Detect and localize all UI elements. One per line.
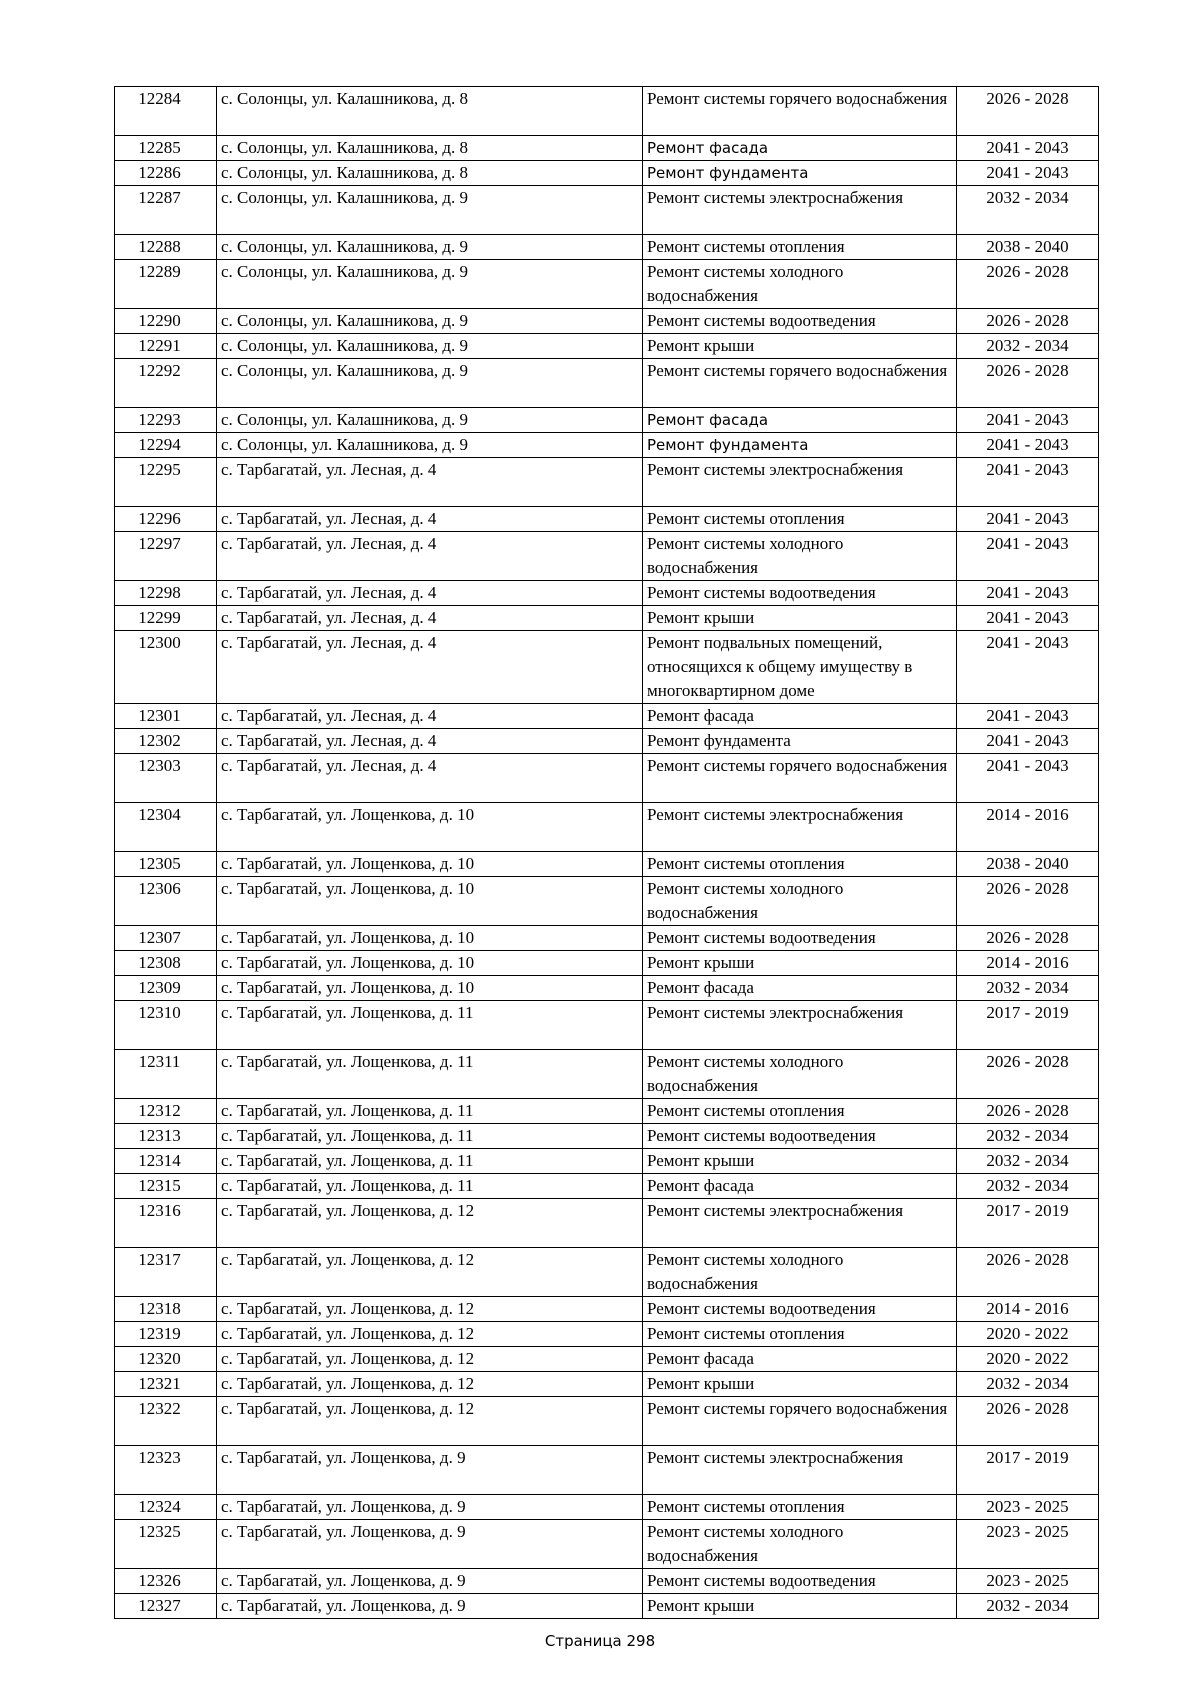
address-cell: с. Тарбагатай, ул. Лощенкова, д. 11 bbox=[217, 1174, 643, 1199]
work-type-cell: Ремонт системы водоотведения bbox=[643, 1124, 957, 1149]
period-cell: 2032 - 2034 bbox=[957, 186, 1099, 235]
row-number-cell: 12327 bbox=[115, 1594, 217, 1619]
table-row bbox=[115, 1297, 1099, 1322]
period-cell: 2014 - 2016 bbox=[957, 951, 1099, 976]
row-number-cell: 12318 bbox=[115, 1297, 217, 1322]
row-number-cell: 12302 bbox=[115, 729, 217, 754]
work-type-cell: Ремонт системы водоотведения bbox=[643, 1569, 957, 1594]
row-number-cell: 12300 bbox=[115, 631, 217, 704]
row-number-cell: 12312 bbox=[115, 1099, 217, 1124]
row-number-cell: 12301 bbox=[115, 704, 217, 729]
period-cell: 2038 - 2040 bbox=[957, 235, 1099, 260]
row-number-cell: 12286 bbox=[115, 161, 217, 186]
address-cell: с. Солонцы, ул. Калашникова, д. 9 bbox=[217, 433, 643, 458]
table-row bbox=[115, 877, 1099, 926]
table-row bbox=[115, 754, 1099, 803]
work-type-cell: Ремонт системы холодного водоснабжения bbox=[643, 532, 957, 581]
work-type-cell: Ремонт системы электроснабжения bbox=[643, 1001, 957, 1050]
period-cell: 2038 - 2040 bbox=[957, 852, 1099, 877]
table-row bbox=[115, 334, 1099, 359]
row-number-cell: 12289 bbox=[115, 260, 217, 309]
address-cell: с. Тарбагатай, ул. Лощенкова, д. 11 bbox=[217, 1124, 643, 1149]
work-type-cell: Ремонт системы электроснабжения bbox=[643, 1199, 957, 1248]
table-row bbox=[115, 852, 1099, 877]
row-number-cell: 12293 bbox=[115, 408, 217, 433]
period-cell: 2041 - 2043 bbox=[957, 581, 1099, 606]
period-cell: 2026 - 2028 bbox=[957, 260, 1099, 309]
table-row bbox=[115, 87, 1099, 136]
period-cell: 2026 - 2028 bbox=[957, 1248, 1099, 1297]
row-number-cell: 12311 bbox=[115, 1050, 217, 1099]
period-cell: 2041 - 2043 bbox=[957, 408, 1099, 433]
table-row bbox=[115, 976, 1099, 1001]
row-number-cell: 12296 bbox=[115, 507, 217, 532]
period-cell: 2032 - 2034 bbox=[957, 1372, 1099, 1397]
table-row bbox=[115, 606, 1099, 631]
table-row bbox=[115, 704, 1099, 729]
work-type-cell: Ремонт фундамента bbox=[643, 161, 957, 186]
table-row bbox=[115, 1397, 1099, 1446]
row-number-cell: 12298 bbox=[115, 581, 217, 606]
period-cell: 2017 - 2019 bbox=[957, 1001, 1099, 1050]
period-cell: 2041 - 2043 bbox=[957, 458, 1099, 507]
address-cell: с. Солонцы, ул. Калашникова, д. 9 bbox=[217, 408, 643, 433]
work-type-cell: Ремонт системы отопления bbox=[643, 1322, 957, 1347]
address-cell: с. Солонцы, ул. Калашникова, д. 9 bbox=[217, 260, 643, 309]
address-cell: с. Солонцы, ул. Калашникова, д. 8 bbox=[217, 161, 643, 186]
row-number-cell: 12315 bbox=[115, 1174, 217, 1199]
work-type-cell: Ремонт системы отопления bbox=[643, 1099, 957, 1124]
work-type-cell: Ремонт системы электроснабжения bbox=[643, 186, 957, 235]
work-type-cell: Ремонт системы электроснабжения bbox=[643, 458, 957, 507]
address-cell: с. Тарбагатай, ул. Лесная, д. 4 bbox=[217, 729, 643, 754]
work-type-cell: Ремонт системы водоотведения bbox=[643, 309, 957, 334]
address-cell: с. Солонцы, ул. Калашникова, д. 9 bbox=[217, 359, 643, 408]
period-cell: 2023 - 2025 bbox=[957, 1569, 1099, 1594]
table-row bbox=[115, 1594, 1099, 1619]
period-cell: 2041 - 2043 bbox=[957, 161, 1099, 186]
address-cell: с. Тарбагатай, ул. Лощенкова, д. 10 bbox=[217, 951, 643, 976]
work-type-cell: Ремонт фундамента bbox=[643, 433, 957, 458]
table-row bbox=[115, 1149, 1099, 1174]
table-row bbox=[115, 309, 1099, 334]
period-cell: 2032 - 2034 bbox=[957, 1594, 1099, 1619]
row-number-cell: 12304 bbox=[115, 803, 217, 852]
period-cell: 2017 - 2019 bbox=[957, 1199, 1099, 1248]
period-cell: 2014 - 2016 bbox=[957, 803, 1099, 852]
table-row bbox=[115, 532, 1099, 581]
row-number-cell: 12317 bbox=[115, 1248, 217, 1297]
row-number-cell: 12297 bbox=[115, 532, 217, 581]
row-number-cell: 12287 bbox=[115, 186, 217, 235]
row-number-cell: 12308 bbox=[115, 951, 217, 976]
row-number-cell: 12291 bbox=[115, 334, 217, 359]
work-type-cell: Ремонт фасада bbox=[643, 1174, 957, 1199]
table-row bbox=[115, 1199, 1099, 1248]
period-cell: 2023 - 2025 bbox=[957, 1520, 1099, 1569]
period-cell: 2032 - 2034 bbox=[957, 1124, 1099, 1149]
work-type-cell: Ремонт фундамента bbox=[643, 729, 957, 754]
period-cell: 2041 - 2043 bbox=[957, 433, 1099, 458]
table-row bbox=[115, 803, 1099, 852]
address-cell: с. Тарбагатай, ул. Лощенкова, д. 11 bbox=[217, 1050, 643, 1099]
work-type-cell: Ремонт системы горячего водоснабжения bbox=[643, 87, 957, 136]
period-cell: 2014 - 2016 bbox=[957, 1297, 1099, 1322]
work-type-cell: Ремонт системы водоотведения bbox=[643, 581, 957, 606]
period-cell: 2041 - 2043 bbox=[957, 729, 1099, 754]
address-cell: с. Тарбагатай, ул. Лощенкова, д. 12 bbox=[217, 1347, 643, 1372]
table-row bbox=[115, 186, 1099, 235]
table-row bbox=[115, 1322, 1099, 1347]
address-cell: с. Солонцы, ул. Калашникова, д. 9 bbox=[217, 186, 643, 235]
address-cell: с. Тарбагатай, ул. Лощенкова, д. 9 bbox=[217, 1520, 643, 1569]
table-row bbox=[115, 926, 1099, 951]
row-number-cell: 12305 bbox=[115, 852, 217, 877]
work-type-cell: Ремонт фасада bbox=[643, 1347, 957, 1372]
address-cell: с. Солонцы, ул. Калашникова, д. 9 bbox=[217, 334, 643, 359]
work-type-cell: Ремонт крыши bbox=[643, 334, 957, 359]
work-type-cell: Ремонт крыши bbox=[643, 1372, 957, 1397]
work-type-cell: Ремонт системы отопления bbox=[643, 852, 957, 877]
work-type-cell: Ремонт системы электроснабжения bbox=[643, 1446, 957, 1495]
table-body bbox=[115, 87, 1099, 1619]
period-cell: 2032 - 2034 bbox=[957, 976, 1099, 1001]
work-type-cell: Ремонт системы электроснабжения bbox=[643, 803, 957, 852]
period-cell: 2020 - 2022 bbox=[957, 1322, 1099, 1347]
address-cell: с. Тарбагатай, ул. Лесная, д. 4 bbox=[217, 458, 643, 507]
address-cell: с. Тарбагатай, ул. Лощенкова, д. 9 bbox=[217, 1569, 643, 1594]
row-number-cell: 12325 bbox=[115, 1520, 217, 1569]
address-cell: с. Тарбагатай, ул. Лесная, д. 4 bbox=[217, 754, 643, 803]
table-row bbox=[115, 136, 1099, 161]
work-type-cell: Ремонт фасада bbox=[643, 704, 957, 729]
period-cell: 2020 - 2022 bbox=[957, 1347, 1099, 1372]
work-type-cell: Ремонт системы горячего водоснабжения bbox=[643, 1397, 957, 1446]
table-row bbox=[115, 1446, 1099, 1495]
row-number-cell: 12319 bbox=[115, 1322, 217, 1347]
address-cell: с. Тарбагатай, ул. Лощенкова, д. 12 bbox=[217, 1322, 643, 1347]
period-cell: 2032 - 2034 bbox=[957, 334, 1099, 359]
address-cell: с. Тарбагатай, ул. Лощенкова, д. 10 bbox=[217, 877, 643, 926]
table-row bbox=[115, 235, 1099, 260]
table-row bbox=[115, 408, 1099, 433]
table-row bbox=[115, 1495, 1099, 1520]
period-cell: 2026 - 2028 bbox=[957, 1397, 1099, 1446]
address-cell: с. Тарбагатай, ул. Лесная, д. 4 bbox=[217, 581, 643, 606]
row-number-cell: 12307 bbox=[115, 926, 217, 951]
address-cell: с. Тарбагатай, ул. Лощенкова, д. 12 bbox=[217, 1397, 643, 1446]
row-number-cell: 12324 bbox=[115, 1495, 217, 1520]
work-type-cell: Ремонт системы отопления bbox=[643, 1495, 957, 1520]
table-row bbox=[115, 1124, 1099, 1149]
address-cell: с. Тарбагатай, ул. Лощенкова, д. 10 bbox=[217, 926, 643, 951]
table-row bbox=[115, 1050, 1099, 1099]
repair-schedule-table bbox=[114, 86, 1099, 1619]
table-row bbox=[115, 1569, 1099, 1594]
address-cell: с. Тарбагатай, ул. Лощенкова, д. 9 bbox=[217, 1495, 643, 1520]
row-number-cell: 12294 bbox=[115, 433, 217, 458]
address-cell: с. Тарбагатай, ул. Лощенкова, д. 11 bbox=[217, 1001, 643, 1050]
row-number-cell: 12321 bbox=[115, 1372, 217, 1397]
period-cell: 2032 - 2034 bbox=[957, 1149, 1099, 1174]
work-type-cell: Ремонт фасада bbox=[643, 408, 957, 433]
page-number: Страница 298 bbox=[544, 1632, 656, 1650]
table-row bbox=[115, 433, 1099, 458]
address-cell: с. Тарбагатай, ул. Лощенкова, д. 12 bbox=[217, 1199, 643, 1248]
period-cell: 2041 - 2043 bbox=[957, 754, 1099, 803]
row-number-cell: 12316 bbox=[115, 1199, 217, 1248]
address-cell: с. Тарбагатай, ул. Лощенкова, д. 10 bbox=[217, 803, 643, 852]
period-cell: 2026 - 2028 bbox=[957, 87, 1099, 136]
address-cell: с. Солонцы, ул. Калашникова, д. 8 bbox=[217, 136, 643, 161]
table-row bbox=[115, 951, 1099, 976]
address-cell: с. Тарбагатай, ул. Лощенкова, д. 12 bbox=[217, 1372, 643, 1397]
address-cell: с. Солонцы, ул. Калашникова, д. 8 bbox=[217, 87, 643, 136]
work-type-cell: Ремонт системы холодного водоснабжения bbox=[643, 260, 957, 309]
work-type-cell: Ремонт системы холодного водоснабжения bbox=[643, 1520, 957, 1569]
table-row bbox=[115, 458, 1099, 507]
work-type-cell: Ремонт системы холодного водоснабжения bbox=[643, 877, 957, 926]
address-cell: с. Тарбагатай, ул. Лощенкова, д. 12 bbox=[217, 1248, 643, 1297]
row-number-cell: 12314 bbox=[115, 1149, 217, 1174]
period-cell: 2032 - 2034 bbox=[957, 1174, 1099, 1199]
work-type-cell: Ремонт системы отопления bbox=[643, 235, 957, 260]
row-number-cell: 12326 bbox=[115, 1569, 217, 1594]
period-cell: 2026 - 2028 bbox=[957, 877, 1099, 926]
address-cell: с. Тарбагатай, ул. Лощенкова, д. 9 bbox=[217, 1446, 643, 1495]
work-type-cell: Ремонт системы горячего водоснабжения bbox=[643, 754, 957, 803]
period-cell: 2041 - 2043 bbox=[957, 507, 1099, 532]
work-type-cell: Ремонт системы горячего водоснабжения bbox=[643, 359, 957, 408]
address-cell: с. Тарбагатай, ул. Лощенкова, д. 11 bbox=[217, 1149, 643, 1174]
table-row bbox=[115, 1248, 1099, 1297]
address-cell: с. Тарбагатай, ул. Лощенкова, д. 9 bbox=[217, 1594, 643, 1619]
work-type-cell: Ремонт системы холодного водоснабжения bbox=[643, 1248, 957, 1297]
row-number-cell: 12303 bbox=[115, 754, 217, 803]
row-number-cell: 12284 bbox=[115, 87, 217, 136]
address-cell: с. Солонцы, ул. Калашникова, д. 9 bbox=[217, 309, 643, 334]
table-row bbox=[115, 729, 1099, 754]
table-row bbox=[115, 507, 1099, 532]
row-number-cell: 12313 bbox=[115, 1124, 217, 1149]
address-cell: с. Тарбагатай, ул. Лощенкова, д. 12 bbox=[217, 1297, 643, 1322]
table-row bbox=[115, 1520, 1099, 1569]
period-cell: 2041 - 2043 bbox=[957, 136, 1099, 161]
work-type-cell: Ремонт подвальных помещений, относящихся к общему имуществу в многоквартирном доме bbox=[643, 631, 957, 704]
address-cell: с. Тарбагатай, ул. Лощенкова, д. 10 bbox=[217, 852, 643, 877]
period-cell: 2026 - 2028 bbox=[957, 1050, 1099, 1099]
address-cell: с. Тарбагатай, ул. Лесная, д. 4 bbox=[217, 606, 643, 631]
period-cell: 2026 - 2028 bbox=[957, 926, 1099, 951]
row-number-cell: 12290 bbox=[115, 309, 217, 334]
period-cell: 2041 - 2043 bbox=[957, 631, 1099, 704]
row-number-cell: 12310 bbox=[115, 1001, 217, 1050]
row-number-cell: 12309 bbox=[115, 976, 217, 1001]
table-row bbox=[115, 1001, 1099, 1050]
period-cell: 2041 - 2043 bbox=[957, 704, 1099, 729]
work-type-cell: Ремонт системы отопления bbox=[643, 507, 957, 532]
table-row bbox=[115, 359, 1099, 408]
address-cell: с. Тарбагатай, ул. Лесная, д. 4 bbox=[217, 507, 643, 532]
work-type-cell: Ремонт крыши bbox=[643, 951, 957, 976]
address-cell: с. Тарбагатай, ул. Лесная, д. 4 bbox=[217, 704, 643, 729]
table-row bbox=[115, 1174, 1099, 1199]
row-number-cell: 12299 bbox=[115, 606, 217, 631]
row-number-cell: 12320 bbox=[115, 1347, 217, 1372]
table-row bbox=[115, 1372, 1099, 1397]
row-number-cell: 12322 bbox=[115, 1397, 217, 1446]
address-cell: с. Тарбагатай, ул. Лесная, д. 4 bbox=[217, 532, 643, 581]
work-type-cell: Ремонт системы холодного водоснабжения bbox=[643, 1050, 957, 1099]
period-cell: 2026 - 2028 bbox=[957, 309, 1099, 334]
table-row bbox=[115, 260, 1099, 309]
work-type-cell: Ремонт крыши bbox=[643, 1594, 957, 1619]
work-type-cell: Ремонт крыши bbox=[643, 1149, 957, 1174]
address-cell: с. Солонцы, ул. Калашникова, д. 9 bbox=[217, 235, 643, 260]
row-number-cell: 12292 bbox=[115, 359, 217, 408]
address-cell: с. Тарбагатай, ул. Лощенкова, д. 11 bbox=[217, 1099, 643, 1124]
work-type-cell: Ремонт фасада bbox=[643, 976, 957, 1001]
period-cell: 2017 - 2019 bbox=[957, 1446, 1099, 1495]
table-row bbox=[115, 161, 1099, 186]
table-row bbox=[115, 631, 1099, 704]
row-number-cell: 12306 bbox=[115, 877, 217, 926]
period-cell: 2026 - 2028 bbox=[957, 1099, 1099, 1124]
period-cell: 2041 - 2043 bbox=[957, 606, 1099, 631]
period-cell: 2023 - 2025 bbox=[957, 1495, 1099, 1520]
table-row bbox=[115, 581, 1099, 606]
row-number-cell: 12295 bbox=[115, 458, 217, 507]
work-type-cell: Ремонт системы водоотведения bbox=[643, 1297, 957, 1322]
row-number-cell: 12323 bbox=[115, 1446, 217, 1495]
row-number-cell: 12288 bbox=[115, 235, 217, 260]
period-cell: 2026 - 2028 bbox=[957, 359, 1099, 408]
work-type-cell: Ремонт фасада bbox=[643, 136, 957, 161]
work-type-cell: Ремонт крыши bbox=[643, 606, 957, 631]
address-cell: с. Тарбагатай, ул. Лесная, д. 4 bbox=[217, 631, 643, 704]
row-number-cell: 12285 bbox=[115, 136, 217, 161]
table-row bbox=[115, 1347, 1099, 1372]
work-type-cell: Ремонт системы водоотведения bbox=[643, 926, 957, 951]
address-cell: с. Тарбагатай, ул. Лощенкова, д. 10 bbox=[217, 976, 643, 1001]
period-cell: 2041 - 2043 bbox=[957, 532, 1099, 581]
table-row bbox=[115, 1099, 1099, 1124]
